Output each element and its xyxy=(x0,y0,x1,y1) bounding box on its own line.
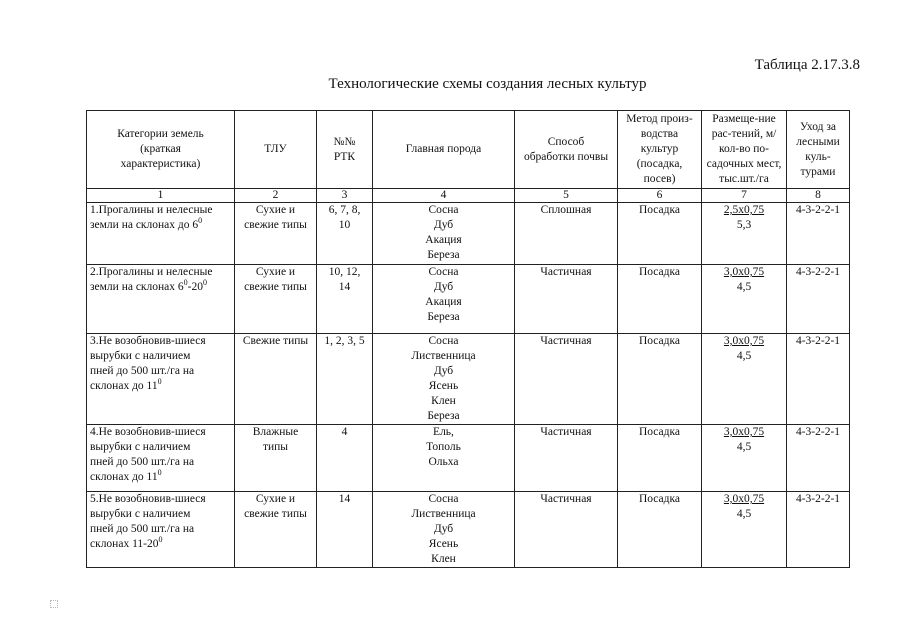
tlu-cell-line: Сухие и xyxy=(255,266,296,278)
land-category-cell xyxy=(87,334,235,425)
category-line xyxy=(90,203,231,218)
column-number-8: 8 xyxy=(787,189,850,203)
header-line: водства xyxy=(640,128,679,140)
column-header-7 xyxy=(702,111,787,189)
care-scheme-cell-line: 4-3-2-2-1 xyxy=(795,204,841,216)
rtk-cell-line: 6, 7, 8, xyxy=(328,204,361,216)
category-line xyxy=(90,507,231,522)
care-scheme-cell-line: 4-3-2-2-1 xyxy=(795,335,841,347)
tlu-cell-line: свежие типы xyxy=(244,219,307,231)
spacing-cell xyxy=(702,203,787,265)
header-line: куль-турами xyxy=(800,150,836,178)
tlu-cell xyxy=(235,492,317,568)
category-text: -20 xyxy=(187,281,203,293)
planting-method-cell xyxy=(618,265,702,334)
category-line xyxy=(90,440,231,455)
planting-method-cell-line: Посадка xyxy=(638,204,681,216)
soil-treatment-cell-line: Сплошная xyxy=(540,204,592,216)
species-cell-line: Акация xyxy=(425,296,462,308)
header-line: Главная порода xyxy=(405,143,482,155)
soil-treatment-cell-line: Частичная xyxy=(540,493,592,505)
soil-treatment-cell xyxy=(515,492,618,568)
soil-treatment-cell-line: Частичная xyxy=(540,335,592,347)
species-cell-line: Сосна xyxy=(428,204,459,216)
planting-method-cell xyxy=(618,334,702,425)
header-row xyxy=(87,111,850,189)
species-cell-line: Лиственница xyxy=(411,350,476,362)
species-cell-line: Сосна xyxy=(428,493,459,505)
column-header-5 xyxy=(515,111,618,189)
soil-treatment-cell xyxy=(515,334,618,425)
species-cell-line: Сосна xyxy=(428,335,459,347)
category-text: пней до 500 шт./га на xyxy=(90,456,195,468)
category-line xyxy=(90,379,231,394)
species-cell-line: Береза xyxy=(427,410,460,422)
planting-count: 4,5 xyxy=(736,350,752,362)
planting-method-cell-line: Посадка xyxy=(638,266,681,278)
table-row xyxy=(87,203,850,265)
rtk-cell-line: 14 xyxy=(338,281,351,293)
header-line: культур xyxy=(640,143,679,155)
degree-superscript: 0 xyxy=(183,278,188,288)
tlu-cell-line: Сухие и xyxy=(255,493,296,505)
column-number-6: 6 xyxy=(618,189,702,203)
column-header-2 xyxy=(235,111,317,189)
species-cell-line: Дуб xyxy=(433,365,454,377)
table-row xyxy=(87,265,850,334)
land-category-cell xyxy=(87,203,235,265)
rtk-cell xyxy=(317,203,373,265)
header-line: лесными xyxy=(796,135,840,148)
spacing-value: 3,0х0,75 xyxy=(723,426,765,438)
rtk-cell xyxy=(317,492,373,568)
species-cell-line: Клен xyxy=(431,553,456,565)
category-text: склонах до 11 xyxy=(90,380,158,392)
care-scheme-cell-line: 4-3-2-2-1 xyxy=(795,426,841,438)
tlu-cell-line: свежие типы xyxy=(244,281,307,293)
spacing-cell xyxy=(702,425,787,492)
category-line xyxy=(90,349,231,364)
planting-method-cell-line: Посадка xyxy=(638,335,681,347)
table-number: Таблица 2.17.3.8 xyxy=(754,57,860,73)
planting-method-cell xyxy=(618,492,702,568)
table-row xyxy=(87,334,850,425)
care-scheme-cell xyxy=(787,265,850,334)
header-line: (краткая xyxy=(140,143,181,155)
column-number-5: 5 xyxy=(515,189,618,203)
header-line: садочных мест, xyxy=(706,158,782,170)
planting-method-cell-line: Посадка xyxy=(638,493,681,505)
care-scheme-cell-line: 4-3-2-2-1 xyxy=(795,266,841,278)
column-number-3: 3 xyxy=(317,189,373,203)
table-row xyxy=(87,492,850,568)
tlu-cell xyxy=(235,334,317,425)
header-line: характеристика) xyxy=(120,158,201,170)
category-text: 5.Не возобновив-шиеся xyxy=(90,493,206,505)
species-cell xyxy=(373,425,515,492)
forest-culture-table xyxy=(86,110,850,568)
land-category-cell xyxy=(87,265,235,334)
category-line xyxy=(90,537,231,552)
species-cell-line: Акация xyxy=(425,234,462,246)
soil-treatment-cell-line: Частичная xyxy=(540,266,592,278)
species-cell-line: Дуб xyxy=(433,523,454,535)
planting-count: 4,5 xyxy=(736,508,752,520)
column-header-8 xyxy=(787,111,850,189)
species-cell-line: Дуб xyxy=(433,281,454,293)
column-number-2: 2 xyxy=(235,189,317,203)
tlu-cell xyxy=(235,265,317,334)
care-scheme-cell-line: 4-3-2-2-1 xyxy=(795,493,841,505)
category-line xyxy=(90,280,231,295)
rtk-cell xyxy=(317,265,373,334)
degree-superscript: 0 xyxy=(157,377,162,387)
column-header-1 xyxy=(87,111,235,189)
species-cell-line: Лиственница xyxy=(411,508,476,520)
species-cell-line: Ольха xyxy=(428,456,459,468)
planting-count: 5,3 xyxy=(736,219,752,231)
species-cell-line: Береза xyxy=(427,311,460,323)
header-line: Категории земель xyxy=(117,128,204,140)
header-line: Размеще-ние xyxy=(712,113,776,125)
column-number-row xyxy=(87,189,850,203)
category-line xyxy=(90,334,231,349)
header-line: рас-тений, м/ xyxy=(711,128,777,140)
category-text: вырубки с наличием xyxy=(90,350,191,362)
header-line: Уход за xyxy=(799,120,837,133)
category-line xyxy=(90,425,231,440)
soil-treatment-cell-line: Частичная xyxy=(540,426,592,438)
spacing-value: 3,0х0,75 xyxy=(723,266,765,278)
species-cell-line: Ясень xyxy=(428,380,459,392)
tlu-cell xyxy=(235,203,317,265)
soil-treatment-cell xyxy=(515,203,618,265)
degree-superscript: 0 xyxy=(202,278,207,288)
degree-superscript: 0 xyxy=(198,216,203,226)
category-text: пней до 500 шт./га на xyxy=(90,523,195,535)
care-scheme-cell xyxy=(787,492,850,568)
tlu-cell xyxy=(235,425,317,492)
category-line xyxy=(90,470,231,485)
rtk-cell xyxy=(317,334,373,425)
tlu-cell-line: Сухие и xyxy=(255,204,296,216)
rtk-cell-line: 10 xyxy=(338,219,351,231)
category-line: 2.Прогалины и нелесные xyxy=(90,266,213,278)
tlu-cell-line: типы xyxy=(262,441,289,453)
tlu-cell-line: Свежие типы xyxy=(242,335,309,347)
category-text: 4.Не возобновив-шиеся xyxy=(90,426,206,438)
header-line: РТК xyxy=(333,150,356,163)
rtk-cell-line: 4 xyxy=(341,426,348,438)
category-text: склонах 11-20 xyxy=(90,538,159,550)
species-cell xyxy=(373,492,515,568)
category-text: вырубки с наличием xyxy=(90,508,191,520)
care-scheme-cell xyxy=(787,425,850,492)
species-cell-line: Ель, xyxy=(433,426,454,438)
table-row xyxy=(87,425,850,492)
land-category-cell xyxy=(87,425,235,492)
spacing-value: 3,0х0,75 xyxy=(723,335,765,347)
soil-treatment-cell xyxy=(515,425,618,492)
column-header-3 xyxy=(317,111,373,189)
header-line: обработки почвы xyxy=(523,150,609,163)
category-text: 1.Прогалины и нелесные xyxy=(90,204,213,216)
species-cell-line: Клен xyxy=(431,395,456,407)
spacing-cell xyxy=(702,492,787,568)
column-header-6 xyxy=(618,111,702,189)
scan-artifact xyxy=(50,600,58,608)
column-number-7: 7 xyxy=(702,189,787,203)
planting-method-cell-line: Посадка xyxy=(638,426,681,438)
species-cell xyxy=(373,203,515,265)
species-cell-line: Береза xyxy=(427,249,460,261)
species-cell-line: Ясень xyxy=(428,538,459,550)
category-line xyxy=(90,218,231,233)
header-line: тыс.шт./га xyxy=(719,173,769,185)
header-line: №№ xyxy=(333,135,356,148)
table-title: Технологические схемы создания лесных культур xyxy=(328,76,647,92)
species-cell xyxy=(373,265,515,334)
planting-count: 4,5 xyxy=(736,441,752,453)
species-cell-line: Дуб xyxy=(433,219,454,231)
species-cell-line: Тополь xyxy=(426,441,461,453)
tlu-cell-line: свежие типы xyxy=(244,508,307,520)
spacing-cell xyxy=(702,334,787,425)
header-line: (посадка, xyxy=(636,158,683,170)
category-text: вырубки с наличием xyxy=(90,441,191,453)
planting-count: 4,5 xyxy=(736,281,752,293)
column-header-4 xyxy=(373,111,515,189)
header-line: посев) xyxy=(643,173,676,185)
column-number-4: 4 xyxy=(373,189,515,203)
care-scheme-cell xyxy=(787,334,850,425)
category-line xyxy=(90,492,231,507)
category-text: пней до 500 шт./га на xyxy=(90,365,195,377)
rtk-cell-line: 1, 2, 3, 5 xyxy=(324,335,365,347)
header-line: Метод произ- xyxy=(626,113,693,125)
header-line: кол-во по- xyxy=(719,143,769,155)
degree-superscript: 0 xyxy=(157,468,162,478)
category-text: земли на склонах 6 xyxy=(90,281,184,293)
tlu-cell-line: Влажные xyxy=(252,426,299,438)
degree-superscript: 0 xyxy=(158,535,163,545)
planting-method-cell xyxy=(618,203,702,265)
rtk-cell xyxy=(317,425,373,492)
rtk-cell-line: 14 xyxy=(338,493,351,505)
category-text: 3.Не возобновив-шиеся xyxy=(90,335,206,347)
spacing-cell xyxy=(702,265,787,334)
rtk-cell-line: 10, 12, xyxy=(328,266,361,278)
land-category-cell xyxy=(87,492,235,568)
species-cell-line: Сосна xyxy=(428,266,459,278)
species-cell xyxy=(373,334,515,425)
planting-method-cell xyxy=(618,425,702,492)
spacing-value: 2,5х0,75 xyxy=(723,204,765,216)
header-line: ТЛУ xyxy=(264,143,287,155)
header-line: Способ xyxy=(547,135,585,148)
category-text: земли на склонах до 6 xyxy=(90,219,199,231)
soil-treatment-cell xyxy=(515,265,618,334)
spacing-value: 3,0х0,75 xyxy=(723,493,765,505)
column-number-1: 1 xyxy=(87,189,235,203)
category-text: склонах до 11 xyxy=(90,471,158,483)
care-scheme-cell xyxy=(787,203,850,265)
